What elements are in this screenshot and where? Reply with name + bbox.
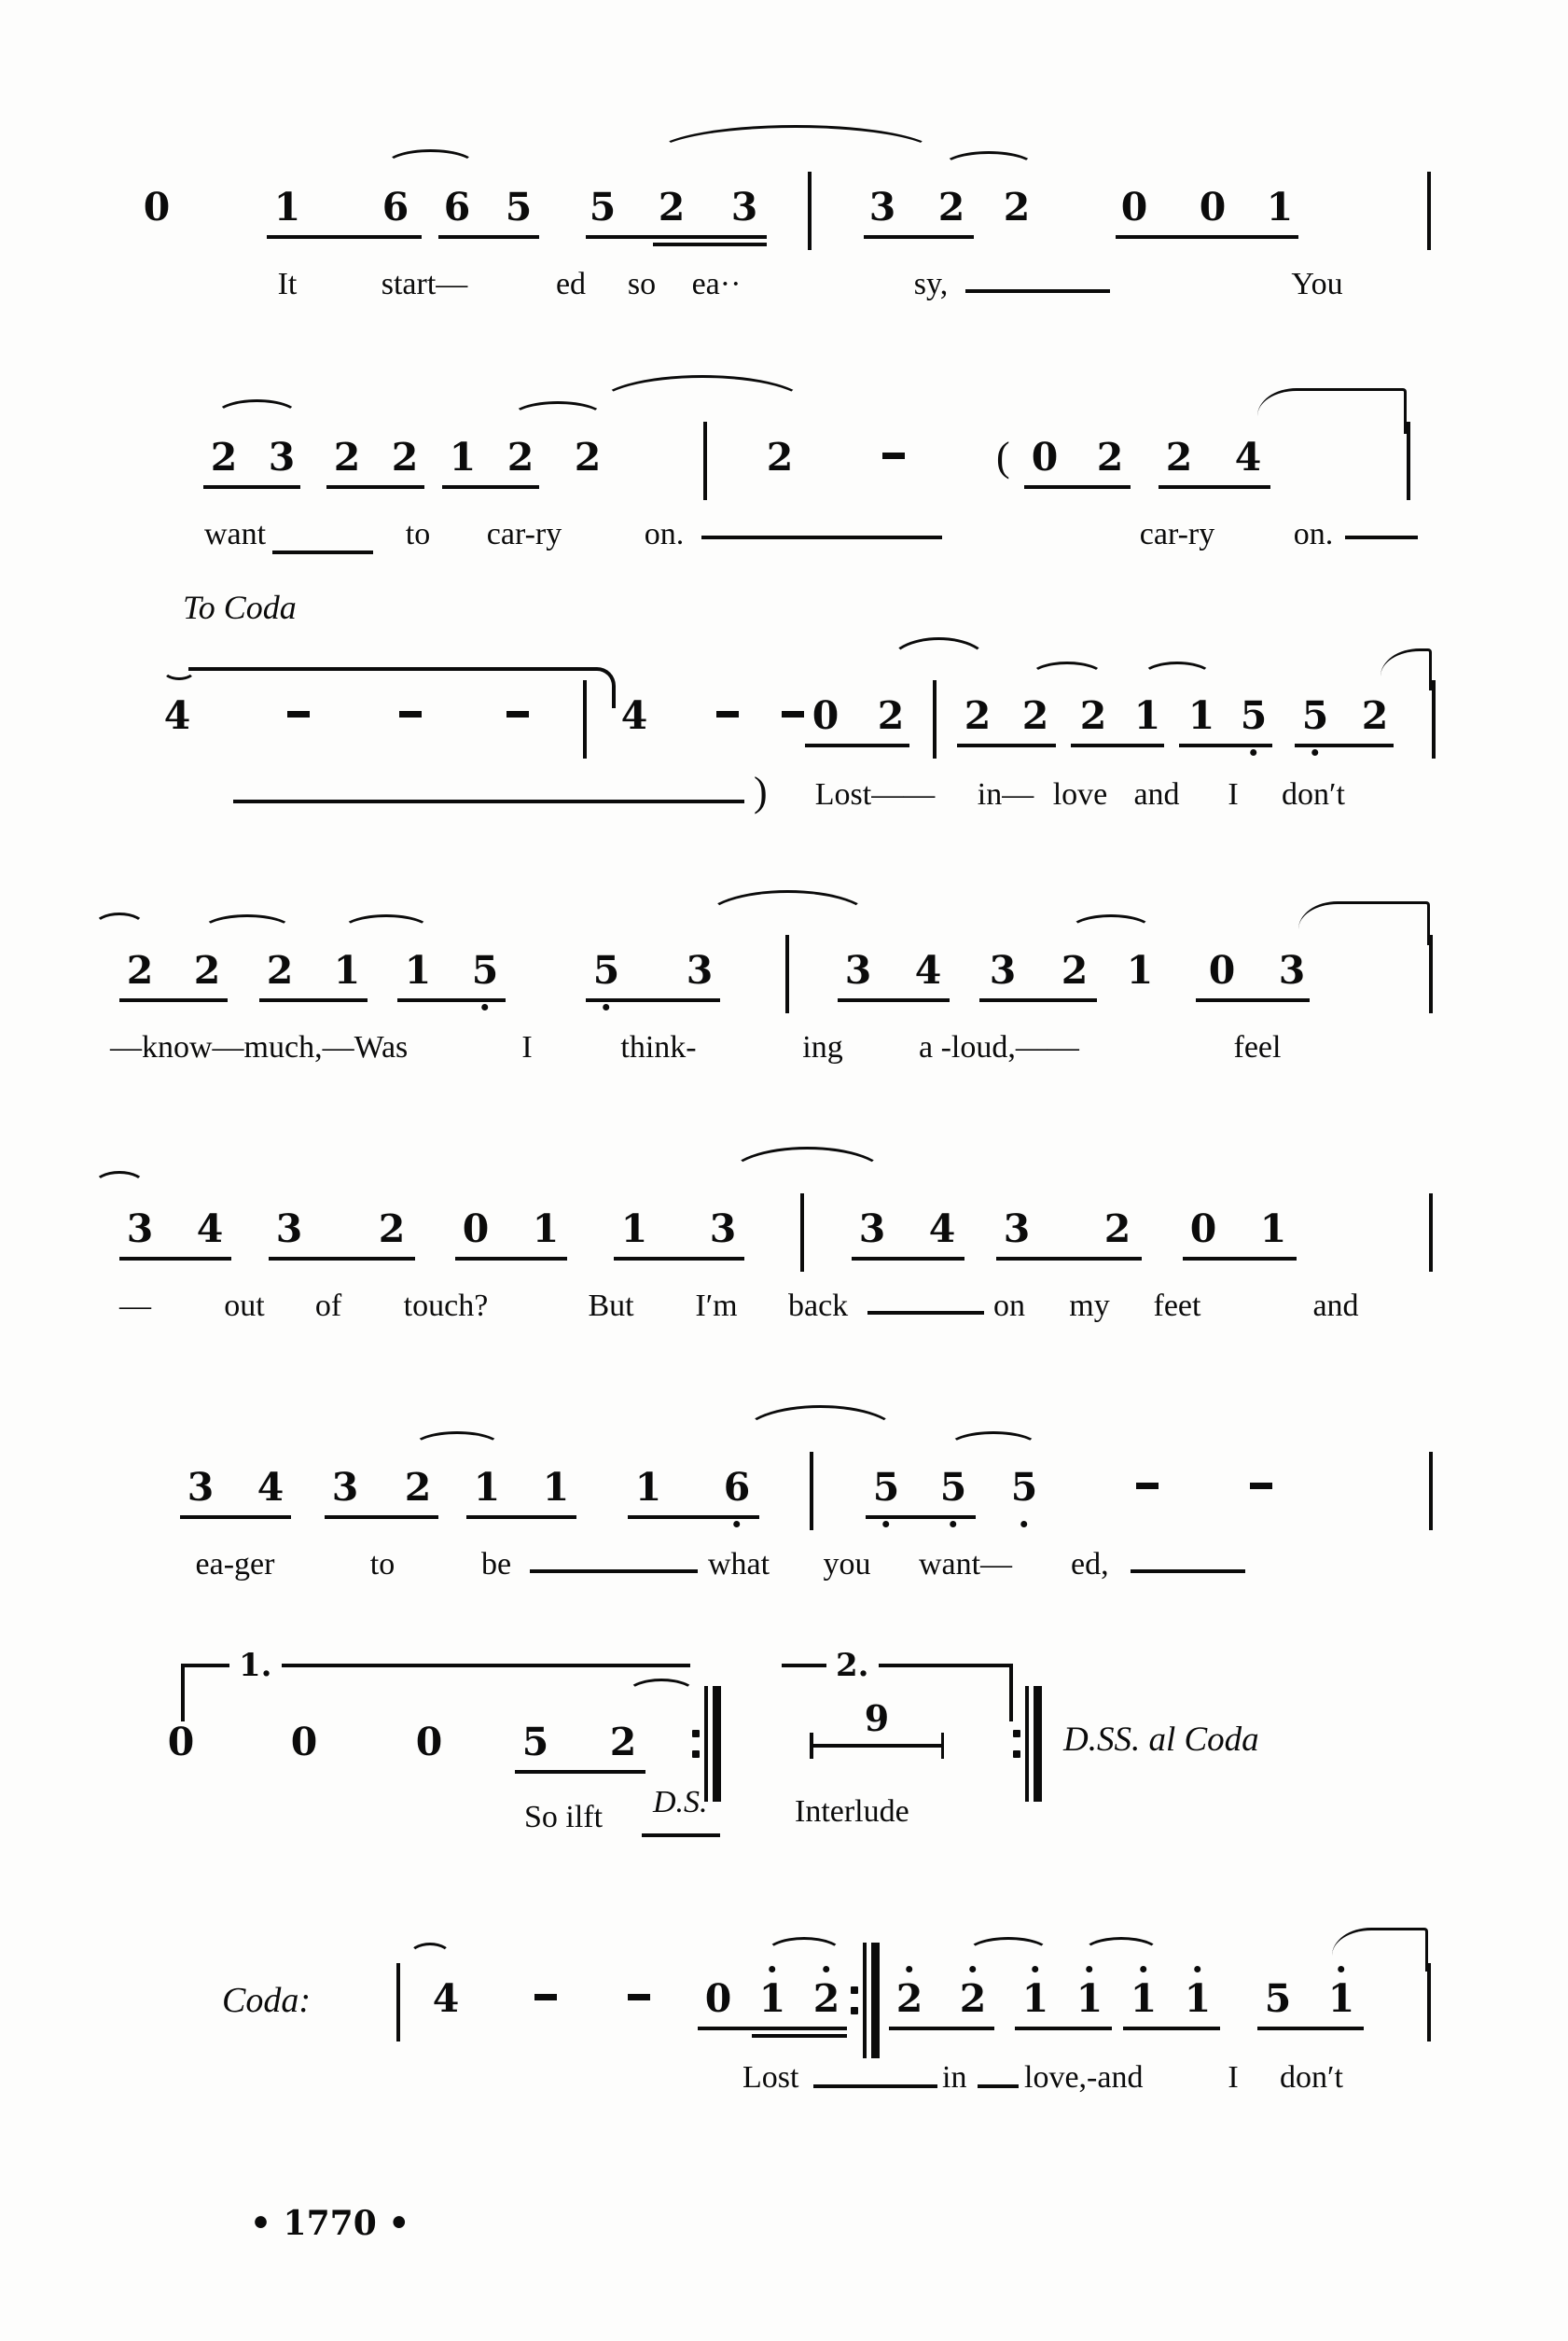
- duration-dash: [1136, 1483, 1159, 1489]
- lyric-word: I′m: [695, 1289, 738, 1323]
- lyric-word: so: [627, 267, 657, 301]
- repeat-dots: [851, 1986, 858, 2014]
- note-digit: 3: [126, 1206, 154, 1251]
- volta-label: 2.: [826, 1647, 879, 1684]
- note-digit: 4: [1234, 435, 1262, 480]
- note-digit: 1: [1259, 1206, 1287, 1251]
- duration-dash: [1250, 1483, 1272, 1489]
- beam-underline: [996, 1257, 1142, 1261]
- note-digit: 2: [964, 693, 992, 738]
- octave-dot-below: [951, 1521, 957, 1527]
- note-digit: 1: [1185, 1978, 1212, 2019]
- note-digit: 0: [143, 185, 171, 230]
- note-digit: 2: [937, 185, 965, 230]
- slur-arc: [653, 125, 938, 185]
- multimeasure-rest: [810, 1697, 944, 1766]
- lyric-extender-line: [701, 536, 942, 539]
- lyric-word: on.: [644, 517, 685, 551]
- repeat-thick-bar: [1034, 1686, 1042, 1802]
- barline: [1432, 680, 1436, 759]
- beam-underline: [466, 1515, 576, 1519]
- lyric-word: start—: [381, 267, 468, 301]
- repeat-dot: [692, 1730, 700, 1737]
- note-digit: 4: [257, 1465, 284, 1510]
- duration-dash: [287, 711, 310, 718]
- tie-corner: [1381, 648, 1432, 690]
- beam-underline: [1116, 235, 1298, 239]
- lyric-word: out: [224, 1289, 265, 1323]
- note-digit: 3: [686, 948, 714, 993]
- note-digit: 5: [505, 185, 533, 230]
- lyric-word: love: [1052, 777, 1108, 812]
- lyric-word: and: [1133, 777, 1180, 812]
- slur-arc: [341, 914, 431, 946]
- beam-underline: [957, 744, 1056, 747]
- duration-dash: [882, 453, 905, 459]
- barline: [1407, 422, 1410, 500]
- note-digit: 1: [1131, 1978, 1158, 2019]
- note-digit: 2: [1096, 435, 1124, 480]
- lyric-word: want—: [918, 1547, 1013, 1582]
- beam-underline: [438, 235, 539, 239]
- note-digit: 5: [1264, 1976, 1292, 2021]
- slur-arc: [704, 890, 871, 948]
- lyric-extender-line: [272, 550, 373, 554]
- note-digit: 0: [1199, 185, 1227, 230]
- beam-underline: [119, 998, 228, 1002]
- beam-underline: [455, 1257, 567, 1261]
- beam-underline: [180, 1515, 291, 1519]
- slur-arc: [1069, 914, 1153, 946]
- lyric-word: Interlude: [795, 1794, 909, 1829]
- repeat-thin-bar: [863, 1943, 867, 2058]
- note-digit: 5: [1011, 1467, 1038, 1508]
- duration-dash: [534, 1994, 557, 2000]
- octave-dot-below: [1251, 749, 1257, 756]
- lyric-extender-line: [530, 1569, 698, 1573]
- lyric-word: touch?: [403, 1289, 489, 1323]
- tie-overline-hook: [588, 667, 616, 708]
- note-digit: 3: [1278, 948, 1306, 993]
- note-digit: 1: [759, 1978, 786, 2019]
- slur-arc: [888, 637, 990, 691]
- tie-corner: [1298, 901, 1430, 945]
- beam-underline: [515, 1770, 645, 1774]
- note-digit: 2: [126, 948, 154, 993]
- note-digit: 1: [1126, 948, 1154, 993]
- lyric-word: to: [369, 1547, 395, 1582]
- note-digit: 2: [1061, 948, 1089, 993]
- note-digit: 5: [593, 950, 620, 991]
- lyric-word: a -loud,——: [919, 1030, 1079, 1065]
- direction-text: Coda:: [222, 1981, 311, 2020]
- repeat-end-barline: [851, 1943, 880, 2058]
- octave-dot-above: [970, 1966, 977, 1972]
- note-digit: 1: [1133, 693, 1161, 738]
- repeat-dot: [1013, 1730, 1020, 1737]
- lyric-word: and: [1312, 1289, 1359, 1323]
- note-digit: 2: [1003, 185, 1031, 230]
- note-digit: 5: [873, 1467, 900, 1508]
- note-digit: 2: [877, 693, 905, 738]
- beam-underline: [864, 235, 974, 239]
- barline: [1427, 172, 1431, 250]
- note-digit: 3: [858, 1206, 886, 1251]
- beam-underline: [397, 998, 506, 1002]
- beam-underline: [1159, 485, 1270, 489]
- slur-arc: [1082, 1937, 1160, 1969]
- note-digit: 4: [928, 1206, 956, 1251]
- lyric-word: D.S.: [653, 1785, 708, 1819]
- slur-arc: [597, 375, 808, 435]
- octave-dot-below: [883, 1521, 890, 1527]
- tie-corner: [1257, 388, 1407, 434]
- octave-dot-above: [770, 1966, 776, 1972]
- beam-underline: [267, 235, 422, 239]
- beam-underline: [1179, 744, 1272, 747]
- beam-underline: [805, 744, 909, 747]
- note-digit: 3: [275, 1206, 303, 1251]
- barline: [1429, 1452, 1433, 1530]
- repeat-thin-bar: [1025, 1686, 1029, 1802]
- lyric-extender-line: [1131, 1569, 1245, 1573]
- lyric-word: be: [480, 1547, 512, 1582]
- repeat-dots: [692, 1730, 700, 1758]
- lyric-word: on.: [1293, 517, 1334, 551]
- lyric-extender-line: [965, 289, 1110, 293]
- repeat-dots: [1013, 1730, 1020, 1758]
- lyric-word: what: [707, 1547, 770, 1582]
- note-digit: 2: [609, 1720, 637, 1764]
- note-digit: 0: [415, 1720, 443, 1764]
- slur-arc: [742, 1405, 899, 1465]
- note-digit: 2: [404, 1465, 432, 1510]
- note-digit: 1: [1076, 1978, 1103, 2019]
- beam-underline: [442, 485, 539, 489]
- rest-tick-left: [810, 1733, 813, 1759]
- beam-underline: [698, 2027, 847, 2030]
- note-digit: 2: [506, 435, 534, 480]
- lyric-word: Lost——: [814, 777, 936, 812]
- lyric-word: I: [1228, 2060, 1239, 2095]
- direction-text: (: [996, 434, 1010, 480]
- note-digit: 2: [193, 948, 221, 993]
- note-digit: 0: [167, 1720, 195, 1764]
- lyric-word: ea··: [691, 267, 742, 301]
- slur-arc: [942, 151, 1035, 183]
- slur-arc: [93, 913, 146, 941]
- repeat-dot: [1013, 1750, 1020, 1758]
- rest-tick-right: [941, 1733, 945, 1759]
- slur-arc: [93, 1171, 146, 1199]
- note-digit: 6: [443, 185, 471, 230]
- note-digit: 4: [163, 693, 191, 738]
- octave-dot-above: [1033, 1966, 1039, 1972]
- beam-underline: [838, 998, 950, 1002]
- direction-text: D.SS. al Coda: [1063, 1721, 1259, 1759]
- note-digit: 3: [844, 948, 872, 993]
- note-digit: 1: [634, 1465, 662, 1510]
- lyric-word: love,-and: [1024, 2060, 1144, 2095]
- note-digit: 0: [1189, 1206, 1217, 1251]
- note-digit: 1: [1022, 1978, 1049, 2019]
- note-digit: 3: [868, 185, 896, 230]
- beam-underline: [1123, 2027, 1220, 2030]
- lyric-word: sy,: [913, 267, 949, 301]
- note-digit: 4: [914, 948, 942, 993]
- note-digit: 2: [266, 948, 294, 993]
- note-digit: 2: [658, 185, 686, 230]
- lyric-word: car-ry: [486, 517, 562, 551]
- barline: [1427, 1963, 1431, 2041]
- beam-underline: [1071, 744, 1164, 747]
- note-digit: 2: [378, 1206, 406, 1251]
- note-digit: 5: [521, 1720, 549, 1764]
- note-digit: 5: [472, 950, 499, 991]
- page-number: • 1770 •: [250, 2204, 410, 2243]
- repeat-thick-bar: [871, 1943, 880, 2058]
- lyric-word: Lost: [742, 2060, 799, 2095]
- duration-dash: [782, 711, 804, 718]
- lyric-word: on: [993, 1289, 1025, 1323]
- beam-underline: [653, 243, 767, 246]
- beam-underline: [1183, 1257, 1297, 1261]
- beam-underline: [586, 998, 720, 1002]
- lyric-word: So ilft: [524, 1800, 604, 1834]
- note-digit: 1: [620, 1206, 648, 1251]
- note-digit: 2: [1021, 693, 1049, 738]
- beam-underline: [979, 998, 1097, 1002]
- note-digit: 6: [382, 185, 409, 230]
- rest-count: 9: [864, 1697, 890, 1739]
- note-digit: 0: [462, 1206, 490, 1251]
- lyric-word: ed: [555, 267, 587, 301]
- beam-underline: [1196, 998, 1310, 1002]
- lyric-word: want: [203, 517, 267, 551]
- note-digit: 4: [620, 693, 648, 738]
- lyric-word: to: [405, 517, 431, 551]
- slur-arc: [1142, 662, 1213, 691]
- repeat-thick-bar: [713, 1686, 721, 1802]
- lyric-extender-line: [233, 800, 744, 803]
- lyric-word: back: [788, 1289, 849, 1323]
- octave-dot-above: [1087, 1966, 1093, 1972]
- lyric-word: But: [588, 1289, 634, 1323]
- beam-underline: [752, 2034, 847, 2038]
- beam-underline: [325, 1515, 438, 1519]
- note-digit: 0: [290, 1720, 318, 1764]
- note-digit: 1: [1187, 693, 1215, 738]
- lyric-word: in: [942, 2060, 967, 2095]
- slur-arc: [215, 399, 299, 433]
- note-digit: 2: [813, 1978, 840, 2019]
- note-digit: 3: [1003, 1206, 1031, 1251]
- lyric-word: don′t: [1280, 2060, 1343, 2095]
- lyric-extender-line: [978, 2084, 1019, 2088]
- note-digit: 5: [1302, 695, 1329, 736]
- barline: [396, 1963, 400, 2041]
- note-digit: 2: [1103, 1206, 1131, 1251]
- lyric-word: don′t: [1282, 777, 1345, 812]
- octave-dot-below: [1021, 1521, 1028, 1527]
- beam-underline: [628, 1515, 759, 1519]
- note-digit: 0: [1120, 185, 1148, 230]
- note-digit: 1: [273, 185, 301, 230]
- lyric-word: feet: [1153, 1289, 1201, 1323]
- tie-overline: [188, 667, 590, 671]
- beam-underline: [259, 998, 368, 1002]
- duration-dash: [628, 1994, 650, 2000]
- barline: [583, 680, 587, 759]
- note-digit: 0: [1208, 948, 1236, 993]
- lyric-word: you: [823, 1547, 871, 1582]
- tie-overline-start: [162, 660, 196, 680]
- lyric-word: —know—much,—Was: [110, 1030, 409, 1065]
- note-digit: 1: [542, 1465, 570, 1510]
- tie-corner: [1332, 1928, 1428, 1972]
- slur-arc: [511, 401, 604, 433]
- note-digit: 3: [331, 1465, 359, 1510]
- volta-bracket: [181, 1647, 690, 1721]
- repeat-dot: [851, 2007, 858, 2014]
- lyric-extender-line: [867, 1311, 984, 1315]
- note-digit: 3: [730, 185, 758, 230]
- note-digit: 2: [574, 435, 602, 480]
- note-digit: 1: [1266, 185, 1294, 230]
- octave-dot-below: [734, 1521, 741, 1527]
- octave-dot-above: [1195, 1966, 1201, 1972]
- lyric-word: ea-ger: [195, 1547, 275, 1582]
- octave-dot-below: [1312, 749, 1319, 756]
- note-digit: 5: [589, 185, 617, 230]
- lyric-word: It: [277, 267, 298, 301]
- beam-underline: [1024, 485, 1131, 489]
- lyric-extender-line: [642, 1833, 720, 1837]
- note-digit: 5: [940, 1467, 967, 1508]
- lyric-word: car-ry: [1139, 517, 1215, 551]
- note-digit: 1: [449, 435, 477, 480]
- repeat-dot: [692, 1750, 700, 1758]
- slur-arc: [765, 1937, 843, 1971]
- volta-label: 1.: [229, 1647, 282, 1684]
- note-digit: 2: [766, 435, 794, 480]
- beam-underline: [269, 1257, 415, 1261]
- note-digit: 2: [1079, 693, 1107, 738]
- slur-arc: [201, 914, 293, 946]
- barline: [1429, 935, 1433, 1013]
- note-digit: 1: [473, 1465, 501, 1510]
- lyric-word: You: [1291, 267, 1343, 301]
- beam-underline: [614, 1257, 744, 1261]
- note-digit: 4: [196, 1206, 224, 1251]
- beam-underline: [326, 485, 424, 489]
- slur-arc: [728, 1147, 887, 1206]
- note-digit: 4: [432, 1976, 460, 2021]
- note-digit: 5: [1241, 695, 1268, 736]
- rest-line: [810, 1744, 944, 1748]
- lyric-word: in—: [977, 777, 1034, 812]
- note-digit: 2: [391, 435, 419, 480]
- note-digit: 3: [268, 435, 296, 480]
- beam-underline: [866, 1515, 976, 1519]
- barline: [1429, 1193, 1433, 1272]
- lyric-extender-line: [1345, 536, 1418, 539]
- note-digit: 0: [812, 693, 840, 738]
- note-digit: 2: [960, 1978, 987, 2019]
- duration-dash: [506, 711, 529, 718]
- note-digit: 2: [1361, 693, 1389, 738]
- octave-dot-above: [1141, 1966, 1147, 1972]
- note-digit: 2: [1165, 435, 1193, 480]
- octave-dot-above: [907, 1966, 913, 1972]
- slur-arc: [384, 149, 477, 183]
- note-digit: 3: [989, 948, 1017, 993]
- beam-underline: [889, 2027, 994, 2030]
- direction-text: ): [754, 769, 768, 815]
- repeat-dot: [851, 1986, 858, 1994]
- slur-arc: [948, 1431, 1039, 1463]
- beam-underline: [119, 1257, 231, 1261]
- beam-underline: [1257, 2027, 1364, 2030]
- octave-dot-below: [482, 1004, 489, 1010]
- note-digit: 2: [210, 435, 238, 480]
- lyric-word: think-: [620, 1030, 697, 1065]
- duration-dash: [399, 711, 422, 718]
- repeat-end-barline: [1013, 1686, 1042, 1802]
- note-digit: 6: [724, 1467, 751, 1508]
- note-digit: 3: [709, 1206, 737, 1251]
- slur-arc: [1030, 662, 1104, 691]
- beam-underline: [852, 1257, 964, 1261]
- lyric-extender-line: [813, 2084, 937, 2088]
- lyric-word: I: [1228, 777, 1239, 812]
- slur-arc: [966, 1937, 1050, 1969]
- beam-underline: [1015, 2027, 1112, 2030]
- octave-dot-below: [604, 1004, 610, 1010]
- beam-underline: [586, 235, 767, 239]
- lyric-word: my: [1069, 1289, 1110, 1323]
- lyric-word: ing: [802, 1030, 843, 1065]
- lyric-word: —: [119, 1289, 151, 1323]
- note-digit: 2: [896, 1978, 923, 2019]
- lyric-word: feel: [1233, 1030, 1282, 1065]
- lyric-word: of: [314, 1289, 342, 1323]
- note-digit: 3: [187, 1465, 215, 1510]
- note-digit: 1: [532, 1206, 560, 1251]
- note-digit: 1: [333, 948, 361, 993]
- lyric-word: I: [521, 1030, 533, 1065]
- duration-dash: [716, 711, 739, 718]
- note-digit: 2: [333, 435, 361, 480]
- note-digit: 0: [1031, 435, 1059, 480]
- barline: [933, 680, 937, 759]
- beam-underline: [203, 485, 300, 489]
- slur-arc: [412, 1431, 502, 1463]
- beam-underline: [1295, 744, 1394, 747]
- note-digit: 0: [704, 1976, 732, 2021]
- direction-text: To Coda: [183, 589, 297, 626]
- note-digit: 1: [404, 948, 432, 993]
- lyric-word: ed,: [1071, 1547, 1109, 1582]
- note-digit: 1: [1328, 1978, 1355, 2019]
- slur-arc: [409, 1943, 451, 1969]
